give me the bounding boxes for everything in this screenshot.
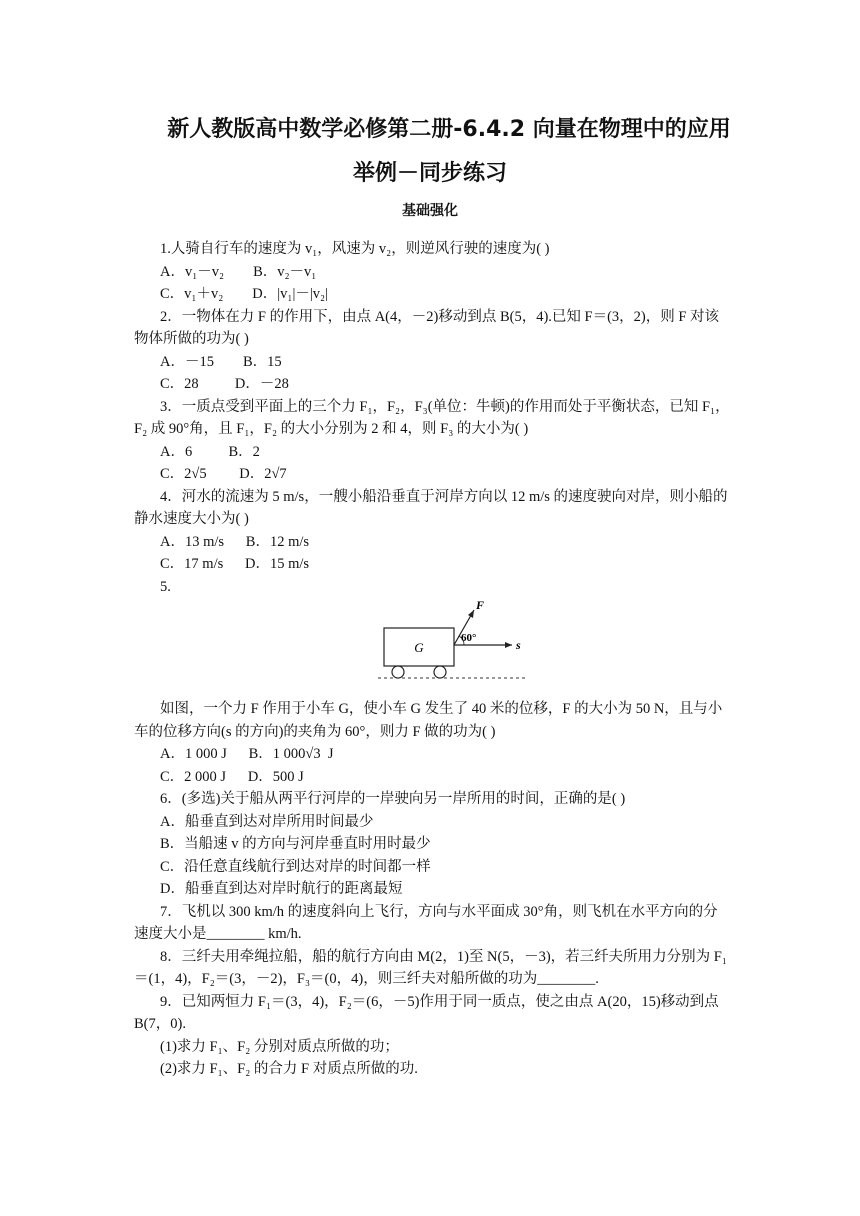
question-4-options-ab: A．13 m/s B．12 m/s xyxy=(160,533,310,550)
question-2-options-ab: A．－15 B．15 xyxy=(160,353,282,370)
question-9-part-2: (2)求力 F₁、F₂ 的合力 F 对质点所做的功. xyxy=(160,1061,418,1077)
angle-label: 60° xyxy=(461,632,477,644)
question-6-option-c: C．沿任意直线航行到达对岸的时间都一样 xyxy=(160,858,431,875)
question-2-options-cd: C．28 D．－28 xyxy=(160,376,289,392)
displacement-label: s xyxy=(516,638,521,652)
question-3-stem: 3．一质点受到平面上的三个力 F₁，F₂，F₃(单位：牛顿)的作用而处于平衡状态，已知 F₁，F₂ 成 90°角，且 F₁，F₂ 的大小分别为 2 和 4，则 F₃ 的大小为( ) xyxy=(134,398,730,437)
question-1-stem: 1.人骑自行车的速度为 v₁，风速为 v₂，则逆风行驶的速度为( ) xyxy=(160,241,550,257)
question-6-option-a: A．船垂直到达对岸所用时间最少 xyxy=(160,813,374,830)
question-4-stem: 4．河水的流速为 5 m/s，一艘小船沿垂直于河岸方向以 12 m/s 的速度驶向对岸，则小船的静水速度大小为( ) xyxy=(134,488,728,527)
cart-diagram xyxy=(378,598,538,694)
cart-force-figure xyxy=(134,598,730,698)
cart-label: G xyxy=(414,640,424,655)
document-title-line2: 举例－同步练习 xyxy=(352,161,507,186)
question-2-stem: 2．一物体在力 F 的作用下，由点 A(4，－2)移动到点 B(5，4).已知 F＝(3，2)，则 F 对该物体所做的功为( ) xyxy=(134,308,720,347)
document-title-line1: 新人教版高中数学必修第二册-6.4.2 向量在物理中的应用 xyxy=(167,117,731,142)
question-1-options-ab: A．v₁－v₂ B．v₂－v₁ xyxy=(160,263,317,280)
question-5-options-ab: A．1 000 J B．1 000√3 J xyxy=(160,746,334,762)
question-6-option-b: B．当船速 v 的方向与河岸垂直时用时最少 xyxy=(160,836,431,852)
question-3-options-cd: C．2√5 D．2√7 xyxy=(160,466,287,482)
question-5-options-cd: C．2 000 J D．500 J xyxy=(160,768,304,785)
question-3-options-ab: A．6 B．2 xyxy=(160,443,260,460)
displacement-arrowhead xyxy=(505,642,512,648)
question-8-stem: 8．三纤夫用牵绳拉船，船的航行方向由 M(2，1)至 N(5，－3)，若三纤夫所用力分别为 F₁＝(1，4)，F₂＝(3，－2)，F₃＝(0，4)，则三纤夫对船所做的功为________. xyxy=(134,948,727,987)
question-6-option-d: D．船垂直到达对岸时航行的距离最短 xyxy=(160,881,403,897)
cart-wheel-left xyxy=(392,666,404,678)
force-label: F xyxy=(476,598,485,612)
question-9-part-1: (1)求力 F₁、F₂ 分别对质点所做的功； xyxy=(160,1038,399,1055)
question-4-options-cd: C．17 m/s D．15 m/s xyxy=(160,556,310,572)
section-heading: 基础强化 xyxy=(402,203,458,219)
question-5-stem: 如图，一个力 F 作用于小车 G，使小车 G 发生了 40 米的位移，F 的大小为 50 N，且与小车的位移方向(s 的方向)的夹角为 60°，则力 F 做的功为( ) xyxy=(134,701,723,740)
question-6-stem: 6．(多选)关于船从两平行河岸的一岸驶向另一岸所用的时间，正确的是( ) xyxy=(160,791,626,807)
question-1-options-cd: C．v₁＋v₂ D．|v₁|－|v₂| xyxy=(160,286,328,302)
question-9-stem: 9．已知两恒力 F₁＝(3，4)，F₂＝(6，－5)作用于同一质点，使之由点 A(20，15)移动到点 B(7，0). xyxy=(134,993,719,1032)
cart-wheel-right xyxy=(434,666,446,678)
question-list xyxy=(134,238,730,1081)
force-arrowhead xyxy=(468,610,474,618)
question-7-stem: 7．飞机以 300 km/h 的速度斜向上飞行，方向与水平面成 30°角，则飞机在水平方向的分速度大小是________ km/h. xyxy=(134,903,718,942)
question-5-number: 5. xyxy=(160,578,171,595)
